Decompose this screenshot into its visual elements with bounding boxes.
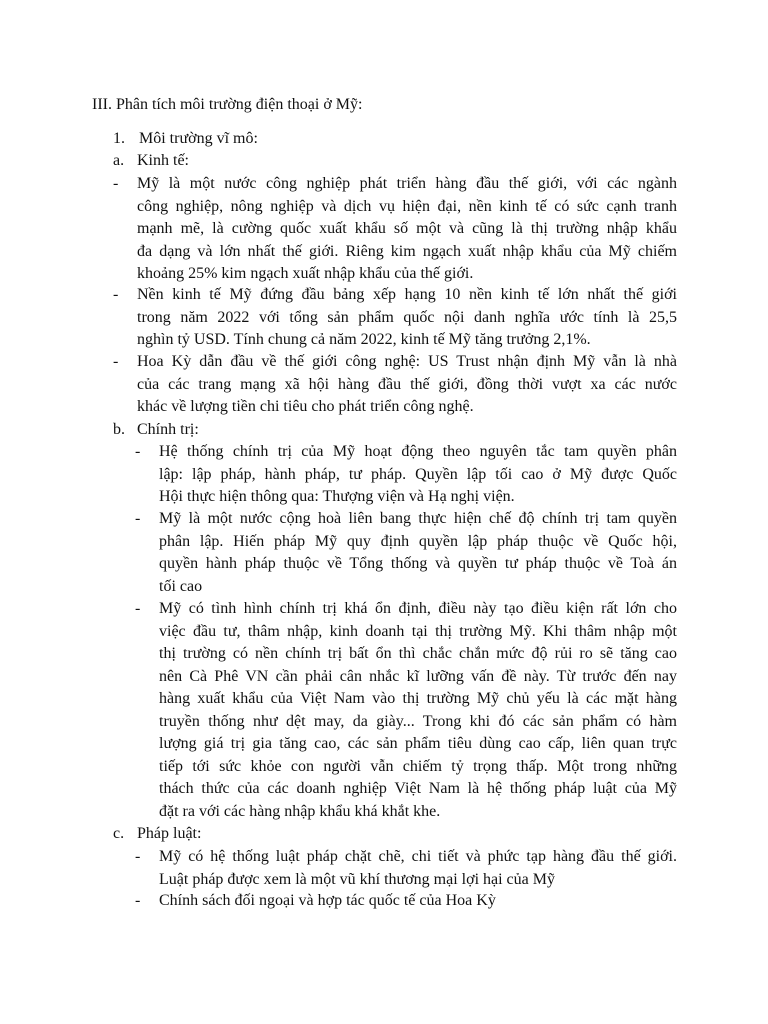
- bullet-item: [113, 284, 677, 352]
- bullet-item: [135, 508, 677, 598]
- bullet-dash: -: [135, 510, 141, 527]
- text-line: đa dạng và lớn nhất thế giới. Riêng kim ngạch xuất nhập khẩu của Mỹ chiếm: [137, 242, 677, 260]
- bullet-item: [135, 890, 677, 913]
- text-line: Mỹ là một nước công nghiệp phát triển hàng đầu thế giới, với các ngành: [137, 175, 677, 192]
- subsection-title: Chính trị:: [137, 421, 199, 438]
- text-line: Hội thực hiện thông qua: Thượng viện và Hạ nghị viện.: [159, 488, 515, 505]
- bullet-dash: -: [113, 286, 119, 303]
- bullet-dash: -: [135, 848, 141, 865]
- section-heading: III. Phân tích môi trường điện thoại ở Mỹ:: [92, 96, 363, 113]
- subsection-b: [113, 419, 199, 442]
- subsection-c: [113, 823, 201, 846]
- list-number: 1.: [113, 130, 125, 147]
- text-line: trong năm 2022 với tổng sản phẩm quốc nội danh nghĩa ước tính là 25,5: [137, 308, 677, 326]
- text-line: lập: lập pháp, hành pháp, tư pháp. Quyền lập tối cao ở Mỹ được Quốc: [159, 465, 677, 483]
- text-line: công nghiệp, nông nghiệp và dịch vụ hiện đại, nền kinh tế có sức cạnh tranh: [137, 197, 677, 215]
- text-line: của các trang mạng xã hội hàng đầu thế giới, đồng thời vượt xa các nước: [137, 375, 677, 393]
- bullet-text: [159, 846, 677, 891]
- text-line: Luật pháp được xem là một vũ khí thương mại lợi hại của Mỹ: [159, 870, 555, 888]
- text-line: khoảng 25% kim ngạch xuất nhập khẩu của thế giới.: [137, 265, 474, 282]
- list-letter: c.: [113, 825, 125, 842]
- text-line: Mỹ có tình hình chính trị khá ổn định, điều này tạo điều kiện rất lớn cho: [159, 600, 677, 617]
- text-line: Chính sách đối ngoại và hợp tác quốc tế của Hoa Kỳ: [159, 892, 496, 909]
- bullet-text: [137, 284, 677, 352]
- text-line: đặt ra với các hàng nhập khẩu khá khắt khe.: [159, 802, 441, 820]
- bullet-dash: -: [113, 175, 119, 192]
- text-line: truyền thống như dệt may, da giày... Trong khi đó các sản phẩm có hàm: [159, 712, 677, 730]
- bullet-dash: -: [135, 443, 141, 460]
- subsection-a: [113, 150, 189, 173]
- list-letter: b.: [113, 421, 125, 438]
- text-line: tiếp tới sức khỏe con người vẫn chiếm tỷ trọng thấp. Một trong những: [159, 757, 677, 775]
- bullet-item: [135, 846, 677, 891]
- text-line: việc đầu tư, thâm nhập, kinh doanh tại thị trường Mỹ. Khi thâm nhập một: [159, 622, 677, 640]
- list-letter: a.: [113, 152, 125, 169]
- bullet-dash: -: [113, 353, 119, 370]
- bullet-text: [159, 441, 677, 509]
- bullet-item: [135, 598, 677, 823]
- bullet-text: [159, 598, 677, 823]
- text-line: tối cao: [159, 577, 203, 595]
- text-line: Hoa Kỳ dẫn đầu về thế giới công nghệ: US Trust nhận định Mỹ vẫn là nhà: [137, 353, 677, 370]
- text-line: nên Cà Phê VN cần phải cân nhắc kĩ lưỡng vấn đề này. Từ trước đến nay: [159, 667, 677, 685]
- bullet-text: [137, 173, 677, 286]
- text-line: Mỹ là một nước cộng hoà liên bang thực hiện chế độ chính trị tam quyền: [159, 510, 677, 527]
- bullet-dash: -: [135, 600, 141, 617]
- bullet-dash: -: [135, 892, 141, 909]
- subsection-title: Kinh tế:: [137, 152, 189, 169]
- bullet-text: [159, 890, 677, 913]
- text-line: thị trường có nền chính trị bất ổn thì chắc chắn mức độ rủi ro sẽ tăng cao: [159, 645, 677, 662]
- text-line: hàng xuất khẩu của Việt Nam vào thị trường Mỹ chủ yếu là các mặt hàng: [159, 690, 677, 707]
- numbered-item-title: Môi trường vĩ mô:: [139, 130, 258, 147]
- text-line: Mỹ có hệ thống luật pháp chặt chẽ, chi tiết và phức tạp hàng đầu thế giới.: [159, 848, 677, 865]
- text-line: thách thức của các doanh nghiệp Việt Nam là hệ thống pháp luật của Mỹ: [159, 780, 677, 797]
- bullet-text: [137, 351, 677, 419]
- text-line: lượng giá trị gia tăng cao, các sản phẩm tiêu dùng cao cấp, liên quan trực: [159, 735, 677, 752]
- text-line: phân lập. Hiến pháp Mỹ quy định quyền lập pháp thuộc về Quốc hội,: [159, 532, 677, 550]
- text-line: mạnh mẽ, là cường quốc xuất khẩu số một và cũng là thị trường nhập khẩu: [137, 220, 677, 237]
- subsection-title: Pháp luật:: [137, 825, 202, 842]
- bullet-item: [113, 351, 677, 419]
- text-line: nghìn tỷ USD. Tính chung cả năm 2022, kinh tế Mỹ tăng trưởng 2,1%.: [137, 331, 591, 348]
- text-line: khác về lượng tiền chi tiêu cho phát triển công nghệ.: [137, 398, 474, 415]
- text-line: Hệ thống chính trị của Mỹ hoạt động theo nguyên tắc tam quyền phân: [159, 443, 677, 460]
- bullet-text: [159, 508, 677, 598]
- bullet-item: [113, 173, 677, 286]
- text-line: quyền hành pháp thuộc về Tổng thống và quyền tư pháp thuộc về Toà án: [159, 555, 677, 572]
- bullet-item: [135, 441, 677, 509]
- text-line: Nền kinh tế Mỹ đứng đầu bảng xếp hạng 10 nền kinh tế lớn nhất thế giới: [137, 286, 677, 303]
- numbered-item-1: [113, 128, 258, 151]
